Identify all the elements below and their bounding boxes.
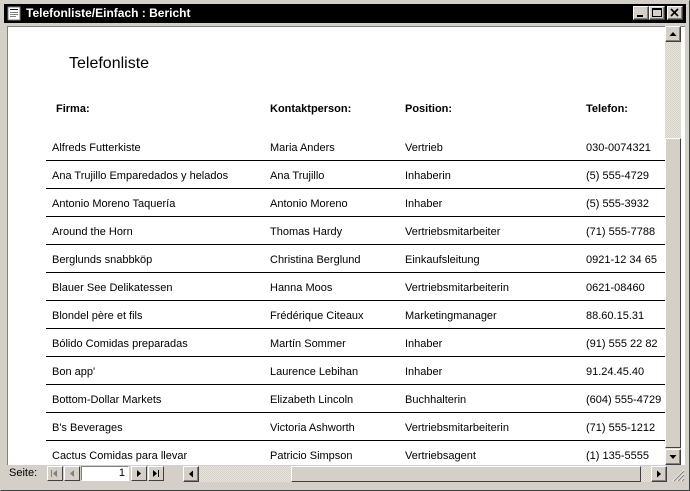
cell-position: Vertriebsmitarbeiterin: [405, 282, 509, 294]
column-header-firma: Firma:: [56, 103, 90, 115]
minimize-button[interactable]: [633, 6, 649, 20]
table-row: [46, 272, 668, 301]
cell-telefon: 0621-08460: [586, 282, 645, 294]
table-row: [46, 188, 668, 217]
cell-position: Vertriebsmitarbeiterin: [405, 422, 509, 434]
cell-kontaktperson: Elizabeth Lincoln: [270, 394, 354, 406]
cell-firma: Bólido Comidas preparadas: [52, 338, 188, 350]
column-header-position: Position:: [405, 103, 453, 115]
last-page-icon: [149, 467, 163, 480]
cell-firma: Blauer See Delikatessen: [52, 282, 173, 294]
cell-kontaktperson: Patricio Simpson: [270, 450, 353, 462]
table-row: [46, 440, 668, 465]
cell-position: Inhaber: [405, 366, 443, 378]
scroll-left-button[interactable]: [183, 466, 199, 482]
cell-position: Marketingmanager: [405, 310, 497, 322]
first-page-button[interactable]: [47, 466, 63, 481]
table-row: [46, 384, 668, 413]
cell-kontaktperson: Maria Anders: [270, 142, 335, 154]
cell-kontaktperson: Christina Berglund: [270, 254, 361, 266]
table-row: [46, 328, 668, 357]
scroll-down-button[interactable]: [665, 449, 681, 465]
cell-kontaktperson: Victoria Ashworth: [270, 422, 355, 434]
cell-telefon: 030-0074321: [586, 142, 651, 154]
page-label: Seite:: [9, 467, 38, 479]
cell-telefon: (5) 555-3932: [586, 198, 649, 210]
next-page-icon: [132, 467, 146, 480]
page-number-input[interactable]: 1: [81, 466, 129, 481]
horizontal-scrollbar[interactable]: [183, 466, 667, 482]
first-page-icon: [48, 467, 62, 480]
report-icon: [7, 6, 22, 21]
scroll-right-button[interactable]: [651, 466, 667, 482]
cell-firma: Cactus Comidas para llevar: [52, 450, 188, 462]
cell-firma: Berglunds snabbköp: [52, 254, 153, 266]
cell-telefon: (1) 135-5555: [586, 450, 649, 462]
table-row: [46, 300, 668, 329]
column-header-telefon: Telefon:: [586, 103, 628, 115]
cell-kontaktperson: Hanna Moos: [270, 282, 333, 294]
report-title: Telefonliste: [69, 55, 150, 72]
cell-firma: Alfreds Futterkiste: [52, 142, 141, 154]
cell-telefon: 88.60.15.31: [586, 310, 645, 322]
cell-position: Vertrieb: [405, 142, 443, 154]
arrow-right-icon: [652, 467, 666, 481]
cell-position: Vertriebsmitarbeiter: [405, 226, 501, 238]
table-row: [46, 132, 668, 161]
vertical-scrollbar[interactable]: [665, 26, 681, 465]
cell-telefon: (5) 555-4729: [586, 170, 649, 182]
table-row: [46, 356, 668, 385]
cell-telefon: (604) 555-4729: [586, 394, 662, 406]
cell-kontaktperson: Thomas Hardy: [270, 226, 343, 238]
resize-grip-icon[interactable]: [669, 466, 685, 482]
cell-kontaktperson: Laurence Lebihan: [270, 366, 359, 378]
window-title: Telefonliste/Einfach : Bericht: [26, 6, 191, 20]
cell-position: Inhaberin: [405, 170, 451, 182]
cell-firma: Ana Trujillo Emparedados y helados: [52, 170, 229, 182]
cell-kontaktperson: Antonio Moreno: [270, 198, 348, 210]
cell-firma: Bon app': [52, 366, 96, 378]
cell-telefon: 0921-12 34 65: [586, 254, 657, 266]
cell-telefon: (71) 555-1212: [586, 422, 656, 434]
cell-firma: Bottom-Dollar Markets: [52, 394, 162, 406]
cell-position: Buchhalterin: [405, 394, 467, 406]
cell-position: Inhaber: [405, 338, 443, 350]
cell-firma: B's Beverages: [52, 422, 123, 434]
maximize-button[interactable]: [649, 6, 665, 20]
last-page-button[interactable]: [148, 466, 164, 481]
title-bar[interactable]: [4, 4, 686, 23]
close-button[interactable]: [667, 6, 683, 20]
minimize-icon: [634, 7, 648, 19]
horizontal-scroll-thumb[interactable]: [291, 466, 641, 482]
vertical-scroll-thumb[interactable]: [665, 138, 681, 448]
table-row: [46, 412, 668, 441]
table-row: [46, 160, 668, 189]
cell-telefon: (71) 555-7788: [586, 226, 656, 238]
report-preview: [7, 26, 685, 465]
cell-position: Inhaber: [405, 198, 443, 210]
scroll-up-button[interactable]: [665, 26, 681, 42]
cell-firma: Antonio Moreno Taquería: [52, 198, 176, 210]
cell-firma: Blondel père et fils: [52, 310, 143, 322]
cell-firma: Around the Horn: [52, 226, 133, 238]
arrow-left-icon: [184, 467, 198, 481]
cell-kontaktperson: Ana Trujillo: [270, 170, 325, 182]
navigation-bar: [7, 465, 683, 482]
close-icon: [668, 7, 682, 19]
table-row: [46, 216, 668, 245]
column-header-kontaktperson: Kontaktperson:: [270, 103, 352, 115]
cell-kontaktperson: Frédérique Citeaux: [270, 310, 364, 322]
cell-position: Vertriebsagent: [405, 450, 476, 462]
cell-telefon: (91) 555 22 82: [586, 338, 658, 350]
arrow-down-icon: [666, 450, 680, 464]
cell-position: Einkaufsleitung: [405, 254, 480, 266]
cell-telefon: 91.24.45.40: [586, 366, 645, 378]
table-row: [46, 244, 668, 273]
previous-page-icon: [65, 467, 79, 480]
previous-page-button[interactable]: [64, 466, 80, 481]
arrow-up-icon: [666, 27, 680, 41]
maximize-icon: [650, 7, 664, 19]
cell-kontaktperson: Martín Sommer: [270, 338, 346, 350]
next-page-button[interactable]: [131, 466, 147, 481]
